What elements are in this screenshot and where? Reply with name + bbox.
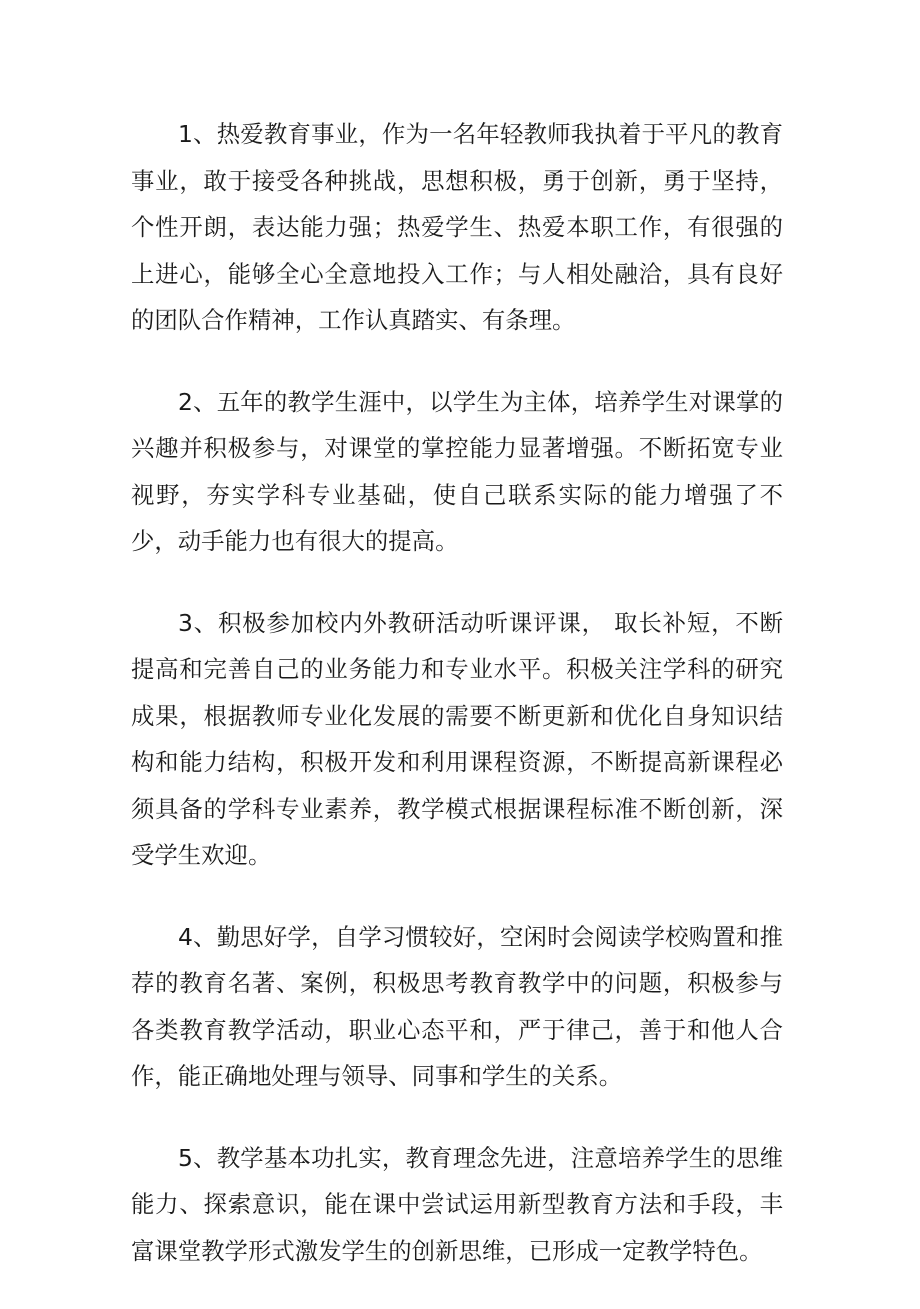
paragraph-4: 4、勤思好学，自学习惯较好，空闲时会阅读学校购置和推荐的教育名著、案例，积极思考教育教学中的问题，积极参与各类教育教学活动，职业心态平和，严于律己，善于和他人合作，能正确地处理与领导、同事和学生的关系。: [131, 922, 783, 1090]
paragraph-3: 3、积极参加校内外教研活动听课评课， 取长补短，不断提高和完善自己的业务能力和专业水平。积极关注学科的研究成果，根据教师专业化发展的需要不断更新和优化自身知识结构和能力结构，积极开发和利用课程资源，不断提高新课程必须具备的学科专业素养，教学模式根据课程标准不断创新，深受学生欢迎。: [131, 608, 783, 869]
document-body: [131, 111, 783, 1309]
paragraph-1: 1、热爱教育事业，作为一名年轻教师我执着于平凡的教育事业，敢于接受各种挑战，思想积极，勇于创新，勇于坚持，个性开朗，表达能力强；热爱学生、热爱本职工作，有很强的上进心，能够全心全意地投入工作；与人相处融洽，具有良好的团队合作精神，工作认真踏实、有条理。: [131, 120, 783, 334]
paragraph-2: 2、五年的教学生涯中，以学生为主体，培养学生对课掌的兴趣并积极参与，对课堂的掌控能力显著增强。不断拓宽专业视野，夯实学科专业基础，使自己联系实际的能力增强了不少，动手能力也有很大的提高。: [131, 387, 783, 555]
paragraph-5: 5、教学基本功扎实，教育理念先进，注意培养学生的思维能力、探索意识，能在课中尝试运用新型教育方法和手段，丰富课堂教学形式激发学生的创新思维，已形成一定教学特色。: [131, 1143, 783, 1265]
